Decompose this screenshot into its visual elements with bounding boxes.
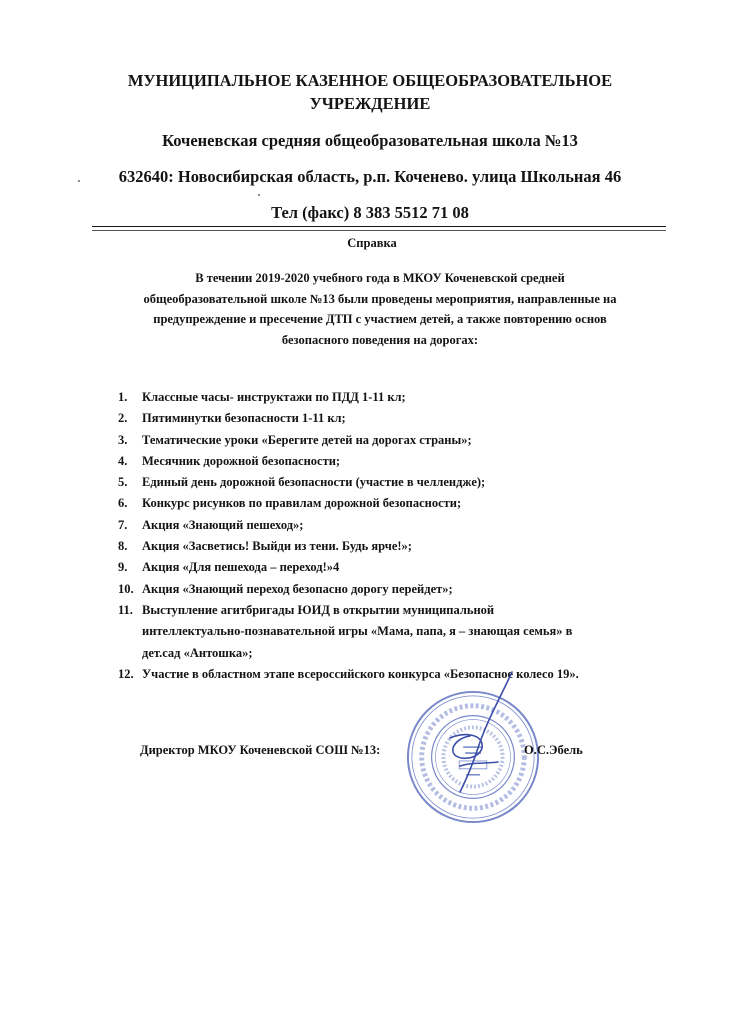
document-title: Справка (347, 236, 397, 250)
document-intro (100, 268, 660, 350)
scan-speck (78, 180, 80, 182)
intro-line: В течении 2019-2020 учебного года в МКОУ Коченевской средней (195, 271, 565, 285)
list-item-number: 2. (118, 411, 128, 426)
list-item (118, 451, 678, 472)
list-item (118, 430, 678, 451)
list-item (118, 664, 678, 685)
school-phone: Тел (факс) 8 383 5512 71 08 (271, 203, 469, 222)
director-name: О.С.Эбель (524, 743, 583, 757)
header-rule-thin (92, 230, 666, 231)
list-item (118, 472, 678, 493)
list-item-text: Участие в областном этапе всероссийского конкурса «Безопасное колесо 19». (142, 666, 579, 681)
list-item (118, 536, 678, 557)
school-name: Коченевская средняя общеобразовательная школа №13 (162, 131, 578, 150)
list-item (118, 387, 678, 408)
org-name-line-1: МУНИЦИПАЛЬНОЕ КАЗЕННОЕ ОБЩЕОБРАЗОВАТЕЛЬНОЕ (127, 71, 613, 90)
list-item (118, 557, 678, 578)
intro-line: предупреждение и пресечение ДТП с участием детей, а также повторению основ (153, 312, 607, 326)
list-item-text: Пятиминутки безопасности 1-11 кл; (142, 411, 346, 426)
list-item-text: Выступление агитбригады ЮИД в открытии муниципальной (142, 602, 495, 617)
list-item-text: Единый день дорожной безопасности (участие в челлендже); (142, 475, 486, 490)
list-item-number: 6. (118, 496, 128, 511)
list-item-text: Акция «Засветись! Выйди из тени. Будь ярче!»; (142, 539, 412, 554)
list-item-number: 9. (118, 560, 128, 575)
intro-line: безопасного поведения на дорогах: (281, 332, 479, 347)
list-item (118, 600, 678, 664)
list-item-text: Акция «Знающий пешеход»; (142, 517, 304, 532)
list-item-number: 3. (118, 432, 128, 447)
list-item-text: Тематические уроки «Берегите детей на дорогах страны»; (142, 432, 472, 447)
intro-line: общеобразовательной школе №13 были проведены мероприятия, направленные на (143, 291, 617, 306)
header-rule (92, 226, 666, 227)
list-item-text: Акция «Знающий переход безопасно дорогу перейдет»; (142, 581, 453, 596)
scan-speck (258, 194, 260, 196)
list-item-number: 10. (118, 581, 134, 596)
events-list (118, 387, 678, 685)
signature-icon (420, 668, 530, 798)
list-item-text: Месячник дорожной безопасности; (142, 453, 341, 468)
list-item-text: Классные часы- инструктажи по ПДД 1-11 кл; (142, 390, 406, 404)
list-item-number: 8. (118, 539, 128, 554)
director-label: Директор МКОУ Коченевской СОШ №13: (140, 743, 381, 757)
list-item (118, 408, 678, 429)
list-item-text: Акция «Для пешехода – переход!»4 (142, 560, 340, 575)
list-item-text: Конкурс рисунков по правилам дорожной безопасности; (142, 496, 462, 511)
list-item (118, 579, 678, 600)
list-item-text: дет.сад «Антошка»; (142, 645, 253, 660)
list-item-number: 5. (118, 475, 128, 490)
list-item-number: 7. (118, 517, 128, 532)
list-item (118, 493, 678, 514)
org-name-line-2: УЧРЕЖДЕНИЕ (309, 94, 431, 113)
list-item-number: 11. (118, 602, 133, 617)
school-address: 632640: Новосибирская область, р.п. Коченево. улица Школьная 46 (118, 167, 622, 186)
list-item-number: 4. (118, 453, 128, 468)
list-item-number: 12. (118, 666, 134, 681)
list-item-number: 1. (118, 390, 128, 404)
list-item-text: интеллектуально-познавательной игры «Мама, папа, я – знающая семья» в (142, 624, 573, 639)
list-item (118, 515, 678, 536)
